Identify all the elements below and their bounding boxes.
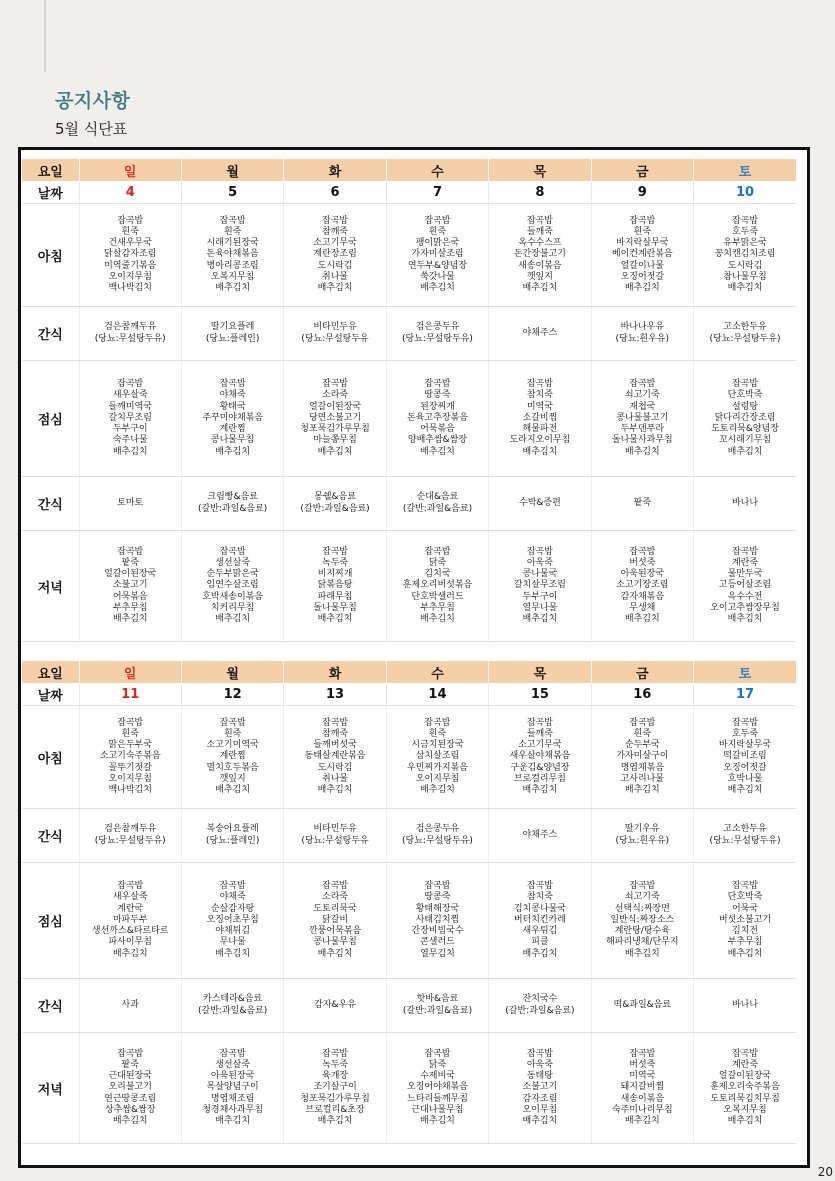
- lunch-menu-text: 잡곡밥 새우살죽 계란국 마파두부 생선까스&타르타르 파사이무침 배추김치: [91, 881, 169, 959]
- dinner-menu-text: 잡곡밥 닭죽 수제비국 오징어야채볶음 느타리들깨무침 근대나물무침 배추김치: [407, 1048, 468, 1126]
- page-subtitle: 5월 식단표: [55, 120, 128, 138]
- weekly-menu-table-2: [22, 661, 796, 1144]
- page-binding-line: [44, 0, 46, 72]
- lunch-menu-text: 잡곡밥 단호박죽 어묵국 버섯소불고기 김치전 부추무침 배추김치: [718, 881, 772, 959]
- dinner-menu-text: 잡곡밥 버섯죽 미역국 돼지갈비찜 새송이볶음 숙주미나리무침 배추김치: [611, 1048, 673, 1126]
- row-label-lunch: 점심: [22, 863, 79, 979]
- breakfast-menu-text: 잡곡밥 들깨죽 옥수수스프 돈간장불고기 새송이볶음 깻잎지 배추김치: [513, 215, 566, 293]
- afternoon-snack-menu-text: 몽쉘&음료 (갈반:과일&음료): [300, 492, 370, 514]
- afternoon-snack-menu-text: 바나나: [731, 497, 759, 508]
- afternoon-snack-menu-text: 바나나: [731, 999, 759, 1010]
- morning-snack-cell: [591, 809, 693, 863]
- breakfast-menu-text: 잡곡밥 흰죽 건새우무국 닭살감자조림 미역줄기볶음 오이지무침 백나박김치: [104, 215, 157, 293]
- lunch-cell: [489, 863, 591, 979]
- row-label-dinner: 저녁: [22, 531, 79, 642]
- morning-snack-cell: [79, 307, 181, 361]
- page-title: 공지사항: [55, 90, 131, 112]
- morning-snack-menu-text: 야채주스: [522, 829, 558, 840]
- breakfast-menu-text: 잡곡밥 참깨죽 들깨버섯국 동태살계란볶음 도시락김 취나물 배추김치: [304, 717, 366, 795]
- dinner-menu-text: 잡곡밥 닭죽 김치국 훈제오리버섯볶음 단호박샐러드 부추무침 배추김치: [402, 546, 473, 624]
- lunch-cell: [591, 863, 693, 979]
- breakfast-menu-text: 잡곡밥 흰죽 시금치된장국 삼치살조림 우민찌가지볶음 오이지무침 배추김치: [407, 717, 468, 795]
- row-label-date: 날짜: [22, 683, 79, 706]
- page-number: 20: [817, 1165, 833, 1179]
- date-cell: 15: [489, 683, 591, 706]
- date-cell: 8: [489, 181, 591, 204]
- breakfast-menu-text: 잡곡밥 흰죽 순두부국 가자미살구이 명엽채볶음 고사리나물 배추김치: [616, 717, 669, 795]
- lunch-cell: [181, 863, 283, 979]
- lunch-menu-text: 잡곡밥 쇠고기죽 선택식:짜장면 일반식:짜장소스 계란탕/탕수육 해파리냉채/단무지 배추김치: [606, 881, 679, 959]
- date-cell: 14: [386, 683, 488, 706]
- breakfast-menu-text: 잡곡밥 호두죽 바지락살무국 떡갈비조림 오징어젓갈 호박나물 배추김치: [718, 717, 772, 795]
- afternoon-snack-menu-text: 토마토: [117, 497, 144, 508]
- morning-snack-cell: [591, 307, 693, 361]
- dinner-menu-text: 잡곡밥 아욱죽 동태탕 소불고기 감자조림 오이무침 배추김치: [522, 1048, 558, 1126]
- dinner-cell: [79, 531, 181, 642]
- lunch-cell: [694, 361, 796, 477]
- date-cell: 5: [181, 181, 283, 204]
- day-cell: 화: [284, 661, 386, 683]
- afternoon-snack-cell: [591, 979, 693, 1033]
- row-label-afternoon-snack: 간식: [22, 979, 79, 1033]
- row-label-lunch: 점심: [22, 361, 79, 477]
- morning-snack-cell: [489, 307, 591, 361]
- day-header-row: [22, 661, 796, 683]
- row-label-date: 날짜: [22, 181, 79, 204]
- row-label-afternoon-snack: 간식: [22, 477, 79, 531]
- row-label-breakfast: 아침: [22, 706, 79, 809]
- afternoon-snack-cell: [694, 477, 796, 531]
- afternoon-snack-menu-text: 순대&음료 (갈반:과일&음료): [402, 492, 473, 514]
- lunch-cell: [79, 361, 181, 477]
- date-cell: 17: [694, 683, 796, 706]
- morning-snack-menu-text: 바나나우유 (당뇨:흰우유): [615, 322, 670, 344]
- morning-snack-cell: [694, 809, 796, 863]
- afternoon-snack-menu-text: 크림빵&음료 (갈반:과일&음료): [198, 492, 268, 514]
- breakfast-menu-text: 잡곡밥 들깨죽 소고기무국 새우살야채볶음 구운김&양념장 브로컬리무침 배추김치: [509, 717, 571, 795]
- afternoon-snack-cell: [79, 477, 181, 531]
- dinner-cell: [489, 531, 591, 642]
- afternoon-snack-cell: [181, 477, 283, 531]
- morning-snack-menu-text: 딸기요플레 (당뇨:플레인): [205, 322, 260, 344]
- lunch-cell: [386, 863, 488, 979]
- morning-snack-cell: [79, 809, 181, 863]
- dinner-cell: [284, 1033, 386, 1144]
- breakfast-menu-text: 잡곡밥 흰죽 시래기된장국 돈육야채볶음 병아리콩조림 오복지무침 배추김치: [206, 215, 259, 293]
- breakfast-cell: [79, 204, 181, 307]
- morning-snack-menu-text: 비타민두유 (당뇨:무설탕두유: [301, 322, 369, 344]
- day-cell: 목: [489, 661, 591, 683]
- lunch-cell: [694, 863, 796, 979]
- afternoon-snack-menu-text: 떡&과일&음료: [613, 999, 672, 1010]
- day-cell: 월: [181, 159, 283, 181]
- breakfast-menu-text: 잡곡밥 흰죽 팽이맑은국 가자미살조림 연두부&양념장 쑥갓나물 배추김치: [407, 215, 468, 293]
- afternoon-snack-cell: [79, 979, 181, 1033]
- dinner-menu-text: 잡곡밥 팥죽 근대된장국 오리불고기 연근땅콩조림 상추쌈&쌈장 배추김치: [104, 1048, 157, 1126]
- row-label-day: 요일: [22, 661, 79, 683]
- breakfast-cell: [489, 706, 591, 809]
- breakfast-menu-text: 잡곡밥 흰죽 소고기미역국 계란찜 멸치호두볶음 깻잎지 배추김치: [206, 717, 259, 795]
- breakfast-cell: [181, 204, 283, 307]
- morning-snack-menu-text: 복숭아요플레 (당뇨:플레인): [205, 824, 260, 846]
- day-cell: 금: [591, 159, 693, 181]
- day-cell: 월: [181, 661, 283, 683]
- morning-snack-menu-text: 검은참깨두유 (당뇨:무설탕두유): [94, 824, 166, 846]
- row-label-breakfast: 아침: [22, 204, 79, 307]
- afternoon-snack-cell: [284, 979, 386, 1033]
- dinner-menu-text: 잡곡밥 생선살죽 아욱된장국 목살양념구이 명엽채조림 청경채사과무침 배추김치: [202, 1048, 264, 1126]
- afternoon-snack-cell: [284, 477, 386, 531]
- dinner-menu-text: 잡곡밥 생선살죽 순두부맑은국 임연수살조림 호박새송이볶음 치커리무침 배추김치: [202, 546, 264, 624]
- dinner-cell: [694, 1033, 796, 1144]
- lunch-menu-text: 잡곡밥 소라죽 얼갈이된장국 당면소불고기 청포묵김가루무침 마늘쫑무침 배추김치: [300, 379, 370, 457]
- morning-snack-cell: [386, 307, 488, 361]
- dinner-cell: [386, 531, 488, 642]
- morning-snack-cell: [284, 307, 386, 361]
- morning-snack-cell: [489, 809, 591, 863]
- lunch-menu-text: 잡곡밥 참치죽 김치콩나물국 버터치킨카레 새우튀김 피클 배추김치: [513, 881, 566, 959]
- lunch-cell: [284, 863, 386, 979]
- morning-snack-menu-text: 고소한두유 (당뇨:무설탕두유): [709, 824, 781, 846]
- dinner-menu-text: 잡곡밥 녹두죽 육개장 조기살구이 청포묵김가루무침 브로컬리&초장 배추김치: [300, 1048, 370, 1126]
- breakfast-cell: [489, 204, 591, 307]
- morning-snack-cell: [181, 307, 283, 361]
- dinner-cell: [284, 531, 386, 642]
- breakfast-row: [22, 204, 796, 307]
- dinner-menu-text: 잡곡밥 계란죽 얼갈이된장국 훈제오리숙주볶음 도토리묵김치무침 오복지무침 배추김치: [710, 1048, 780, 1126]
- row-label-morning-snack: 간식: [22, 809, 79, 863]
- afternoon-snack-menu-text: 잔치국수 (갈반:과일&음료): [505, 994, 575, 1016]
- lunch-cell: [79, 863, 181, 979]
- breakfast-cell: [181, 706, 283, 809]
- morning-snack-cell: [284, 809, 386, 863]
- lunch-menu-text: 잡곡밥 야채죽 순살감자탕 오징어초무침 야채튀김 무나물 배추김치: [206, 881, 259, 959]
- date-cell: 16: [591, 683, 693, 706]
- afternoon-snack-cell: [489, 979, 591, 1033]
- afternoon-snack-cell: [386, 477, 488, 531]
- morning-snack-menu-text: 딸기우유 (당뇨:흰우유): [615, 824, 670, 846]
- breakfast-cell: [591, 706, 693, 809]
- day-cell: 수: [386, 159, 488, 181]
- breakfast-menu-text: 잡곡밥 흰죽 맑은두부국 소고기숙주볶음 꼴뚜기젓갈 오이지무침 백나박김치: [99, 717, 161, 795]
- afternoon-snack-menu-text: 수박&증편: [519, 497, 561, 508]
- lunch-cell: [284, 361, 386, 477]
- lunch-menu-text: 잡곡밥 소라죽 도토리묵국 닭갈비 깐풍어묵볶음 콩나물무침 배추김치: [308, 881, 362, 959]
- breakfast-menu-text: 잡곡밥 흰죽 바지락살무국 베이컨계란볶음 얼갈이나물 오징어젓갈 배추김치: [611, 215, 673, 293]
- morning-snack-cell: [181, 809, 283, 863]
- morning-snack-row: [22, 307, 796, 361]
- dinner-menu-text: 잡곡밥 녹두죽 비지찌개 닭볶음탕 파래무침 돌나물무침 배추김치: [313, 546, 357, 624]
- row-label-day: 요일: [22, 159, 79, 181]
- morning-snack-menu-text: 검은참깨두유 (당뇨:무설탕두유): [94, 322, 166, 344]
- dinner-cell: [386, 1033, 488, 1144]
- lunch-cell: [386, 361, 488, 477]
- date-row: [22, 181, 796, 204]
- lunch-cell: [489, 361, 591, 477]
- row-label-dinner: 저녁: [22, 1033, 79, 1144]
- afternoon-snack-cell: [181, 979, 283, 1033]
- dinner-row: [22, 1033, 796, 1144]
- breakfast-cell: [591, 204, 693, 307]
- date-cell: 4: [79, 181, 181, 204]
- afternoon-snack-menu-text: 감자&우유: [314, 999, 356, 1010]
- lunch-menu-text: 잡곡밥 땅콩죽 된장찌개 돈육고추장볶음 어묵볶음 양배추쌈&쌈장 배추김치: [407, 379, 468, 457]
- day-cell: 금: [591, 661, 693, 683]
- lunch-cell: [181, 361, 283, 477]
- day-cell: 화: [284, 159, 386, 181]
- date-cell: 10: [694, 181, 796, 204]
- date-cell: 12: [181, 683, 283, 706]
- dinner-cell: [489, 1033, 591, 1144]
- breakfast-cell: [694, 706, 796, 809]
- morning-snack-menu-text: 검은콩두유 (당뇨:무설탕두유): [402, 322, 473, 344]
- day-header-row: [22, 159, 796, 181]
- day-cell: 목: [489, 159, 591, 181]
- afternoon-snack-menu-text: 핫바&음료 (갈반:과일&음료): [402, 994, 473, 1016]
- morning-snack-menu-text: 야채주스: [522, 327, 558, 338]
- afternoon-snack-row: [22, 477, 796, 531]
- lunch-menu-text: 잡곡밥 땅콩죽 황태해장국 사태김치찜 간장비빔국수 콘샐러드 열무김치: [411, 881, 464, 959]
- lunch-row: [22, 361, 796, 477]
- morning-snack-menu-text: 고소한두유 (당뇨:무설탕두유): [709, 322, 781, 344]
- date-cell: 13: [284, 683, 386, 706]
- breakfast-cell: [284, 706, 386, 809]
- lunch-menu-text: 잡곡밥 참치죽 미역국 소갈비찜 해물파전 도라지오이무침 배추김치: [509, 379, 571, 457]
- dinner-cell: [79, 1033, 181, 1144]
- lunch-menu-text: 잡곡밥 야채죽 황태국 주꾸미야채볶음 계란찜 콩나물무침 배추김치: [202, 379, 264, 457]
- dinner-row: [22, 531, 796, 642]
- day-cell: 토: [694, 661, 796, 683]
- afternoon-snack-cell: [386, 979, 488, 1033]
- morning-snack-cell: [694, 307, 796, 361]
- afternoon-snack-menu-text: 사과: [121, 999, 139, 1010]
- breakfast-menu-text: 잡곡밥 호두죽 유부맑은국 꽁치캔김치조림 도시락김 참나물무침 배추김치: [714, 215, 776, 293]
- lunch-row: [22, 863, 796, 979]
- dinner-cell: [591, 531, 693, 642]
- breakfast-cell: [386, 204, 488, 307]
- dinner-cell: [694, 531, 796, 642]
- day-cell: 토: [694, 159, 796, 181]
- breakfast-row: [22, 706, 796, 809]
- lunch-menu-text: 잡곡밥 쇠고기죽 재첩국 콩나물불고기 두부덴푸라 돌나물사과무침 배추김치: [611, 379, 673, 457]
- day-cell: 일: [79, 159, 181, 181]
- afternoon-snack-menu-text: 카스테라&음료 (갈반:과일&음료): [198, 994, 268, 1016]
- morning-snack-row: [22, 809, 796, 863]
- morning-snack-menu-text: 검은콩두유 (당뇨:무설탕두유): [402, 824, 473, 846]
- morning-snack-cell: [386, 809, 488, 863]
- weekly-menu-table-1: [22, 159, 796, 642]
- breakfast-cell: [694, 204, 796, 307]
- date-row: [22, 683, 796, 706]
- breakfast-menu-text: 잡곡밥 참깨죽 소고기무국 계란장조림 도시락김 취나물 배추김치: [313, 215, 357, 293]
- date-cell: 11: [79, 683, 181, 706]
- dinner-cell: [181, 1033, 283, 1144]
- day-cell: 수: [386, 661, 488, 683]
- lunch-menu-text: 잡곡밥 새우살죽 들깨미역국 갈치무조림 두부구이 숙주나물 배추김치: [108, 379, 152, 457]
- afternoon-snack-cell: [489, 477, 591, 531]
- dinner-menu-text: 잡곡밥 계란죽 물만두국 고등어살조림 옥수수전 오이고추쌈장무침 배추김치: [710, 546, 780, 624]
- date-cell: 9: [591, 181, 693, 204]
- date-cell: 7: [386, 181, 488, 204]
- afternoon-snack-row: [22, 979, 796, 1033]
- dinner-cell: [591, 1033, 693, 1144]
- dinner-menu-text: 잡곡밥 버섯죽 아욱된장국 소고기장조림 감자채볶음 무생채 배추김치: [616, 546, 669, 624]
- dinner-menu-text: 잡곡밥 아욱죽 콩나물국 갈치살무조림 두부구이 열무나물 배추김치: [513, 546, 566, 624]
- lunch-cell: [591, 361, 693, 477]
- breakfast-cell: [284, 204, 386, 307]
- lunch-menu-text: 잡곡밥 단호박죽 설렁탕 닭다리간장조림 도토리묵&양념장 꼬시래기무침 배추김치: [711, 379, 779, 457]
- morning-snack-menu-text: 비타민두유 (당뇨:무설탕두유: [301, 824, 369, 846]
- afternoon-snack-cell: [591, 477, 693, 531]
- dinner-menu-text: 잡곡밥 팥죽 얼갈이된장국 소불고기 어묵볶음 부추무침 배추김치: [104, 546, 157, 624]
- dinner-cell: [181, 531, 283, 642]
- afternoon-snack-cell: [694, 979, 796, 1033]
- breakfast-cell: [79, 706, 181, 809]
- afternoon-snack-menu-text: 팥죽: [633, 497, 652, 508]
- breakfast-cell: [386, 706, 488, 809]
- day-cell: 일: [79, 661, 181, 683]
- date-cell: 6: [284, 181, 386, 204]
- row-label-morning-snack: 간식: [22, 307, 79, 361]
